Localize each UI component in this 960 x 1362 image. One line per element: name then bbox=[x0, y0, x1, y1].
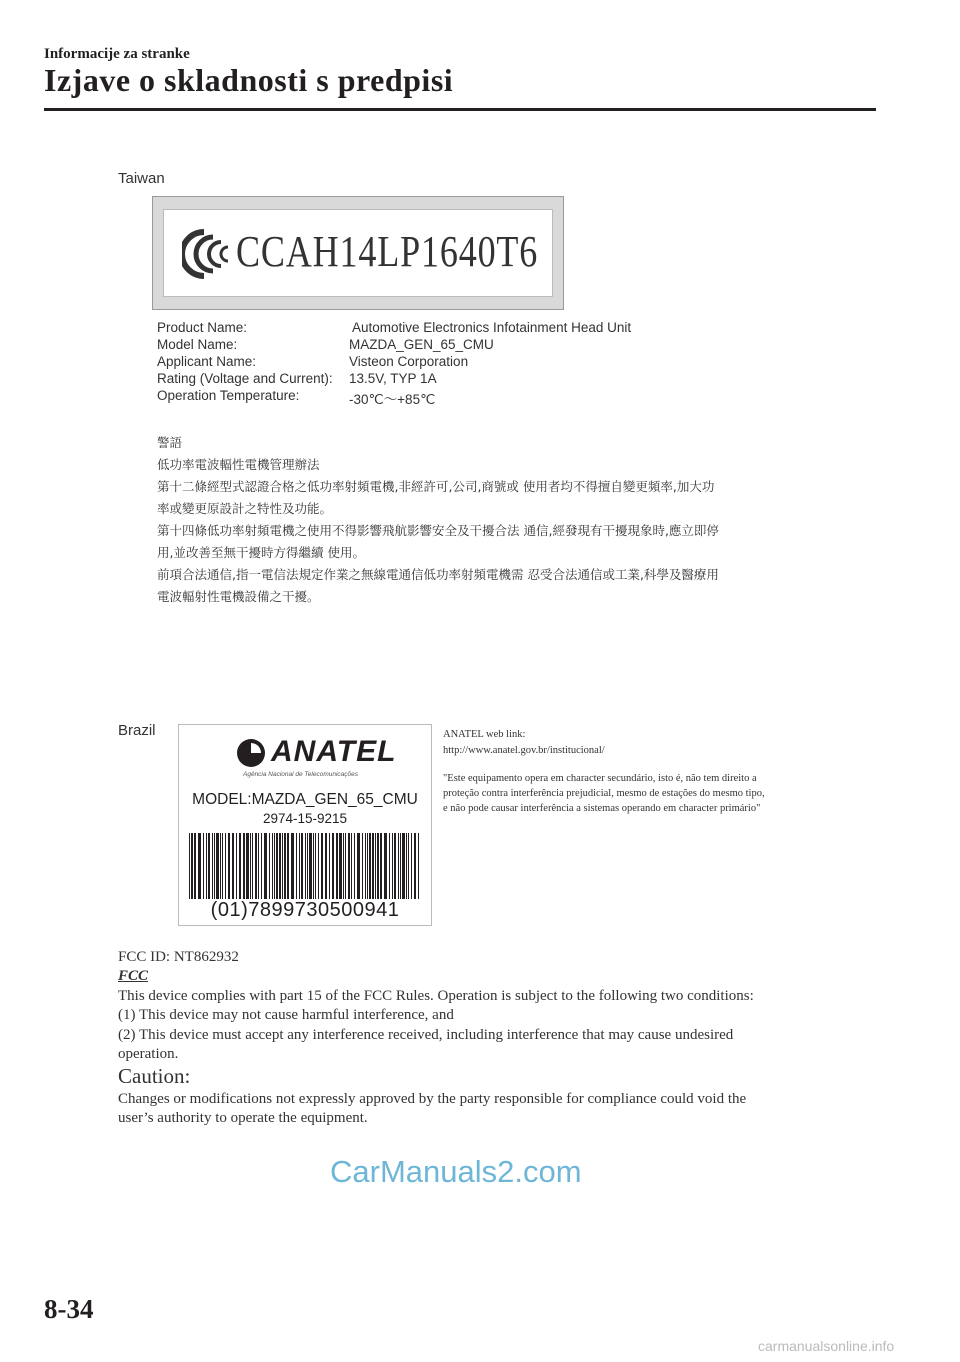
footer-watermark: carmanualsonline.info bbox=[758, 1338, 895, 1354]
barcode-bar bbox=[243, 833, 245, 899]
barcode-bar bbox=[255, 833, 257, 899]
barcode-bar bbox=[372, 833, 374, 899]
barcode-bar bbox=[216, 833, 219, 899]
barcode-bar bbox=[246, 833, 249, 899]
barcode-bar bbox=[418, 833, 419, 899]
barcode-bar bbox=[380, 833, 382, 899]
anatel-statement-line: proteção contra interferência prejudicial, mesmo de estações do mesmo tipo, bbox=[443, 788, 765, 799]
barcode-bar bbox=[250, 833, 251, 899]
anatel-web-link-label: ANATEL web link: bbox=[443, 729, 526, 740]
spec-value-product-name: Automotive Electronics Infotainment Head Unit bbox=[352, 320, 632, 335]
barcode-bar bbox=[301, 833, 303, 899]
barcode-bar bbox=[318, 833, 319, 899]
barcode-bar bbox=[274, 833, 275, 899]
ncc-label bbox=[163, 209, 553, 297]
title-divider bbox=[44, 108, 876, 111]
barcode-bar bbox=[394, 833, 396, 899]
barcode-bar bbox=[329, 833, 330, 899]
barcode-bar bbox=[365, 833, 366, 899]
barcode-bar bbox=[348, 833, 350, 899]
spec-label-model-name: Model Name: bbox=[157, 337, 238, 352]
barcode-bar bbox=[252, 833, 253, 899]
barcode-bar bbox=[375, 833, 376, 899]
barcode-bar bbox=[351, 833, 352, 899]
barcode-bar bbox=[336, 833, 338, 899]
barcode-bar bbox=[228, 833, 230, 899]
barcode-bar bbox=[222, 833, 223, 899]
warning-line: 第十二條經型式認證合格之低功率射頻電機,非經許可,公司,商號或 使用者均不得擅自變更頻率,加大功 bbox=[157, 479, 715, 494]
warning-line: 用,並改善至無干擾時方得繼續 使用。 bbox=[157, 545, 365, 560]
spec-value-applicant: Visteon Corporation bbox=[349, 354, 469, 369]
page-title: Izjave o skladnosti s predpisi bbox=[44, 62, 454, 98]
barcode-bar bbox=[272, 833, 273, 899]
barcode-bar bbox=[313, 833, 314, 899]
fcc-heading: FCC bbox=[118, 968, 149, 984]
ncc-code: CCAH14LP1640T6 bbox=[236, 227, 539, 276]
barcode-bar bbox=[362, 833, 363, 899]
spec-value-rating: 13.5V, TYP 1A bbox=[349, 371, 437, 386]
barcode-bar bbox=[343, 833, 344, 899]
spec-label-rating: Rating (Voltage and Current): bbox=[157, 371, 333, 386]
ncc-logo-icon bbox=[182, 228, 234, 280]
barcode-bar bbox=[208, 833, 210, 899]
barcode-bar bbox=[309, 833, 312, 899]
fcc-line: This device complies with part 15 of the FCC Rules. Operation is subject to the following two conditions: bbox=[118, 988, 754, 1004]
barcode-bar bbox=[189, 833, 190, 899]
barcode-bar bbox=[284, 833, 286, 899]
ncc-label-frame bbox=[152, 196, 564, 310]
barcode-bar bbox=[239, 833, 241, 899]
fcc-id: FCC ID: NT862932 bbox=[118, 949, 239, 965]
barcode-bar bbox=[279, 833, 281, 899]
fcc-line: operation. bbox=[118, 1046, 179, 1062]
brazil-region-label: Brazil bbox=[118, 722, 156, 739]
barcode-bar bbox=[389, 833, 390, 899]
barcode-bar bbox=[307, 833, 308, 899]
barcode bbox=[187, 833, 423, 899]
barcode-bar bbox=[325, 833, 327, 899]
barcode-bar bbox=[305, 833, 306, 899]
barcode-bar bbox=[392, 833, 393, 899]
warning-line: 第十四條低功率射頻電機之使用不得影響飛航影響安全及干擾合法 通信,經發現有干擾現象時,應立即停 bbox=[157, 523, 719, 538]
taiwan-region-label: Taiwan bbox=[118, 170, 165, 187]
barcode-bar bbox=[198, 833, 201, 899]
barcode-bar bbox=[258, 833, 259, 899]
watermark-text: CarManuals2.com bbox=[330, 1154, 582, 1189]
anatel-web-link-url: http://www.anatel.gov.br/institucional/ bbox=[443, 745, 605, 756]
barcode-bar bbox=[384, 833, 387, 899]
anatel-statement-line: e não pode causar interferência a sistemas operando em character primário" bbox=[443, 803, 761, 814]
barcode-bar bbox=[282, 833, 283, 899]
barcode-bar bbox=[225, 833, 226, 899]
spec-value-model-name: MAZDA_GEN_65_CMU bbox=[349, 337, 494, 352]
barcode-bar bbox=[315, 833, 316, 899]
barcode-bar bbox=[398, 833, 399, 899]
barcode-bar bbox=[400, 833, 401, 899]
anatel-cert-number: 2974-15-9215 bbox=[262, 811, 348, 826]
barcode-bar bbox=[357, 833, 360, 899]
warning-line: 率或變更原設計之特性及功能。 bbox=[157, 501, 333, 516]
barcode-bar bbox=[414, 833, 416, 899]
anatel-logo-text: ANATEL bbox=[271, 735, 397, 768]
fcc-line: (1) This device may not cause harmful interference, and bbox=[118, 1007, 454, 1023]
barcode-bar bbox=[291, 833, 294, 899]
anatel-logo-subtitle: Agência Nacional de Telecomunicações bbox=[243, 771, 359, 778]
barcode-bar bbox=[194, 833, 196, 899]
warning-line: 低功率電波輻性電機管理辦法 bbox=[157, 457, 320, 472]
barcode-bar bbox=[299, 833, 300, 899]
anatel-statement-line: "Este equipamento opera em character secundário, isto é, não tem direito a bbox=[443, 773, 757, 784]
barcode-bar bbox=[236, 833, 237, 899]
barcode-bar bbox=[354, 833, 355, 899]
caution-line: user’s authority to operate the equipment. bbox=[118, 1110, 368, 1126]
barcode-bar bbox=[220, 833, 221, 899]
caution-heading: Caution: bbox=[118, 1064, 191, 1088]
barcode-bar bbox=[408, 833, 409, 899]
barcode-bar bbox=[411, 833, 412, 899]
barcode-bar bbox=[203, 833, 204, 899]
warning-line: 電波輻射性電機設備之干擾。 bbox=[157, 589, 320, 604]
barcode-bar bbox=[339, 833, 342, 899]
barcode-graphic bbox=[187, 833, 423, 899]
barcode-bar bbox=[367, 833, 368, 899]
barcode-bar bbox=[261, 833, 262, 899]
barcode-bar bbox=[276, 833, 278, 899]
barcode-bar bbox=[269, 833, 270, 899]
barcode-bar bbox=[369, 833, 371, 899]
warning-line: 警語 bbox=[157, 435, 183, 450]
spec-label-temperature: Operation Temperature: bbox=[157, 388, 300, 403]
section-label: Informacije za stranke bbox=[44, 46, 190, 62]
anatel-label bbox=[178, 724, 432, 926]
barcode-bar bbox=[212, 833, 213, 899]
warning-line: 前項合法通信,指一電信法規定作業之無線電通信低功率射頻電機需 忍受合法通信或工業,科學及醫療用 bbox=[157, 567, 719, 582]
barcode-number: (01)7899730500941 bbox=[210, 899, 400, 921]
barcode-bar bbox=[345, 833, 346, 899]
barcode-bar bbox=[402, 833, 405, 899]
barcode-bar bbox=[264, 833, 267, 899]
barcode-bar bbox=[321, 833, 323, 899]
barcode-bar bbox=[377, 833, 379, 899]
barcode-bar bbox=[214, 833, 215, 899]
anatel-logo-icon bbox=[235, 737, 267, 769]
barcode-bar bbox=[332, 833, 334, 899]
spec-label-product-name: Product Name: bbox=[157, 320, 248, 335]
barcode-bar bbox=[287, 833, 289, 899]
spec-label-applicant: Applicant Name: bbox=[157, 354, 257, 369]
caution-line: Changes or modifications not expressly approved by the party responsible for compliance could void the bbox=[118, 1091, 747, 1107]
barcode-bar bbox=[206, 833, 207, 899]
anatel-model: MODEL:MAZDA_GEN_65_CMU bbox=[192, 791, 418, 808]
barcode-bar bbox=[406, 833, 407, 899]
barcode-bar bbox=[191, 833, 193, 899]
barcode-bar bbox=[296, 833, 297, 899]
page-number: 8-34 bbox=[44, 1294, 94, 1324]
barcode-bar bbox=[232, 833, 234, 899]
fcc-line: (2) This device must accept any interference received, including interference that may cause undesired bbox=[118, 1027, 734, 1043]
spec-value-temperature: -30℃～+85℃ bbox=[349, 392, 436, 407]
